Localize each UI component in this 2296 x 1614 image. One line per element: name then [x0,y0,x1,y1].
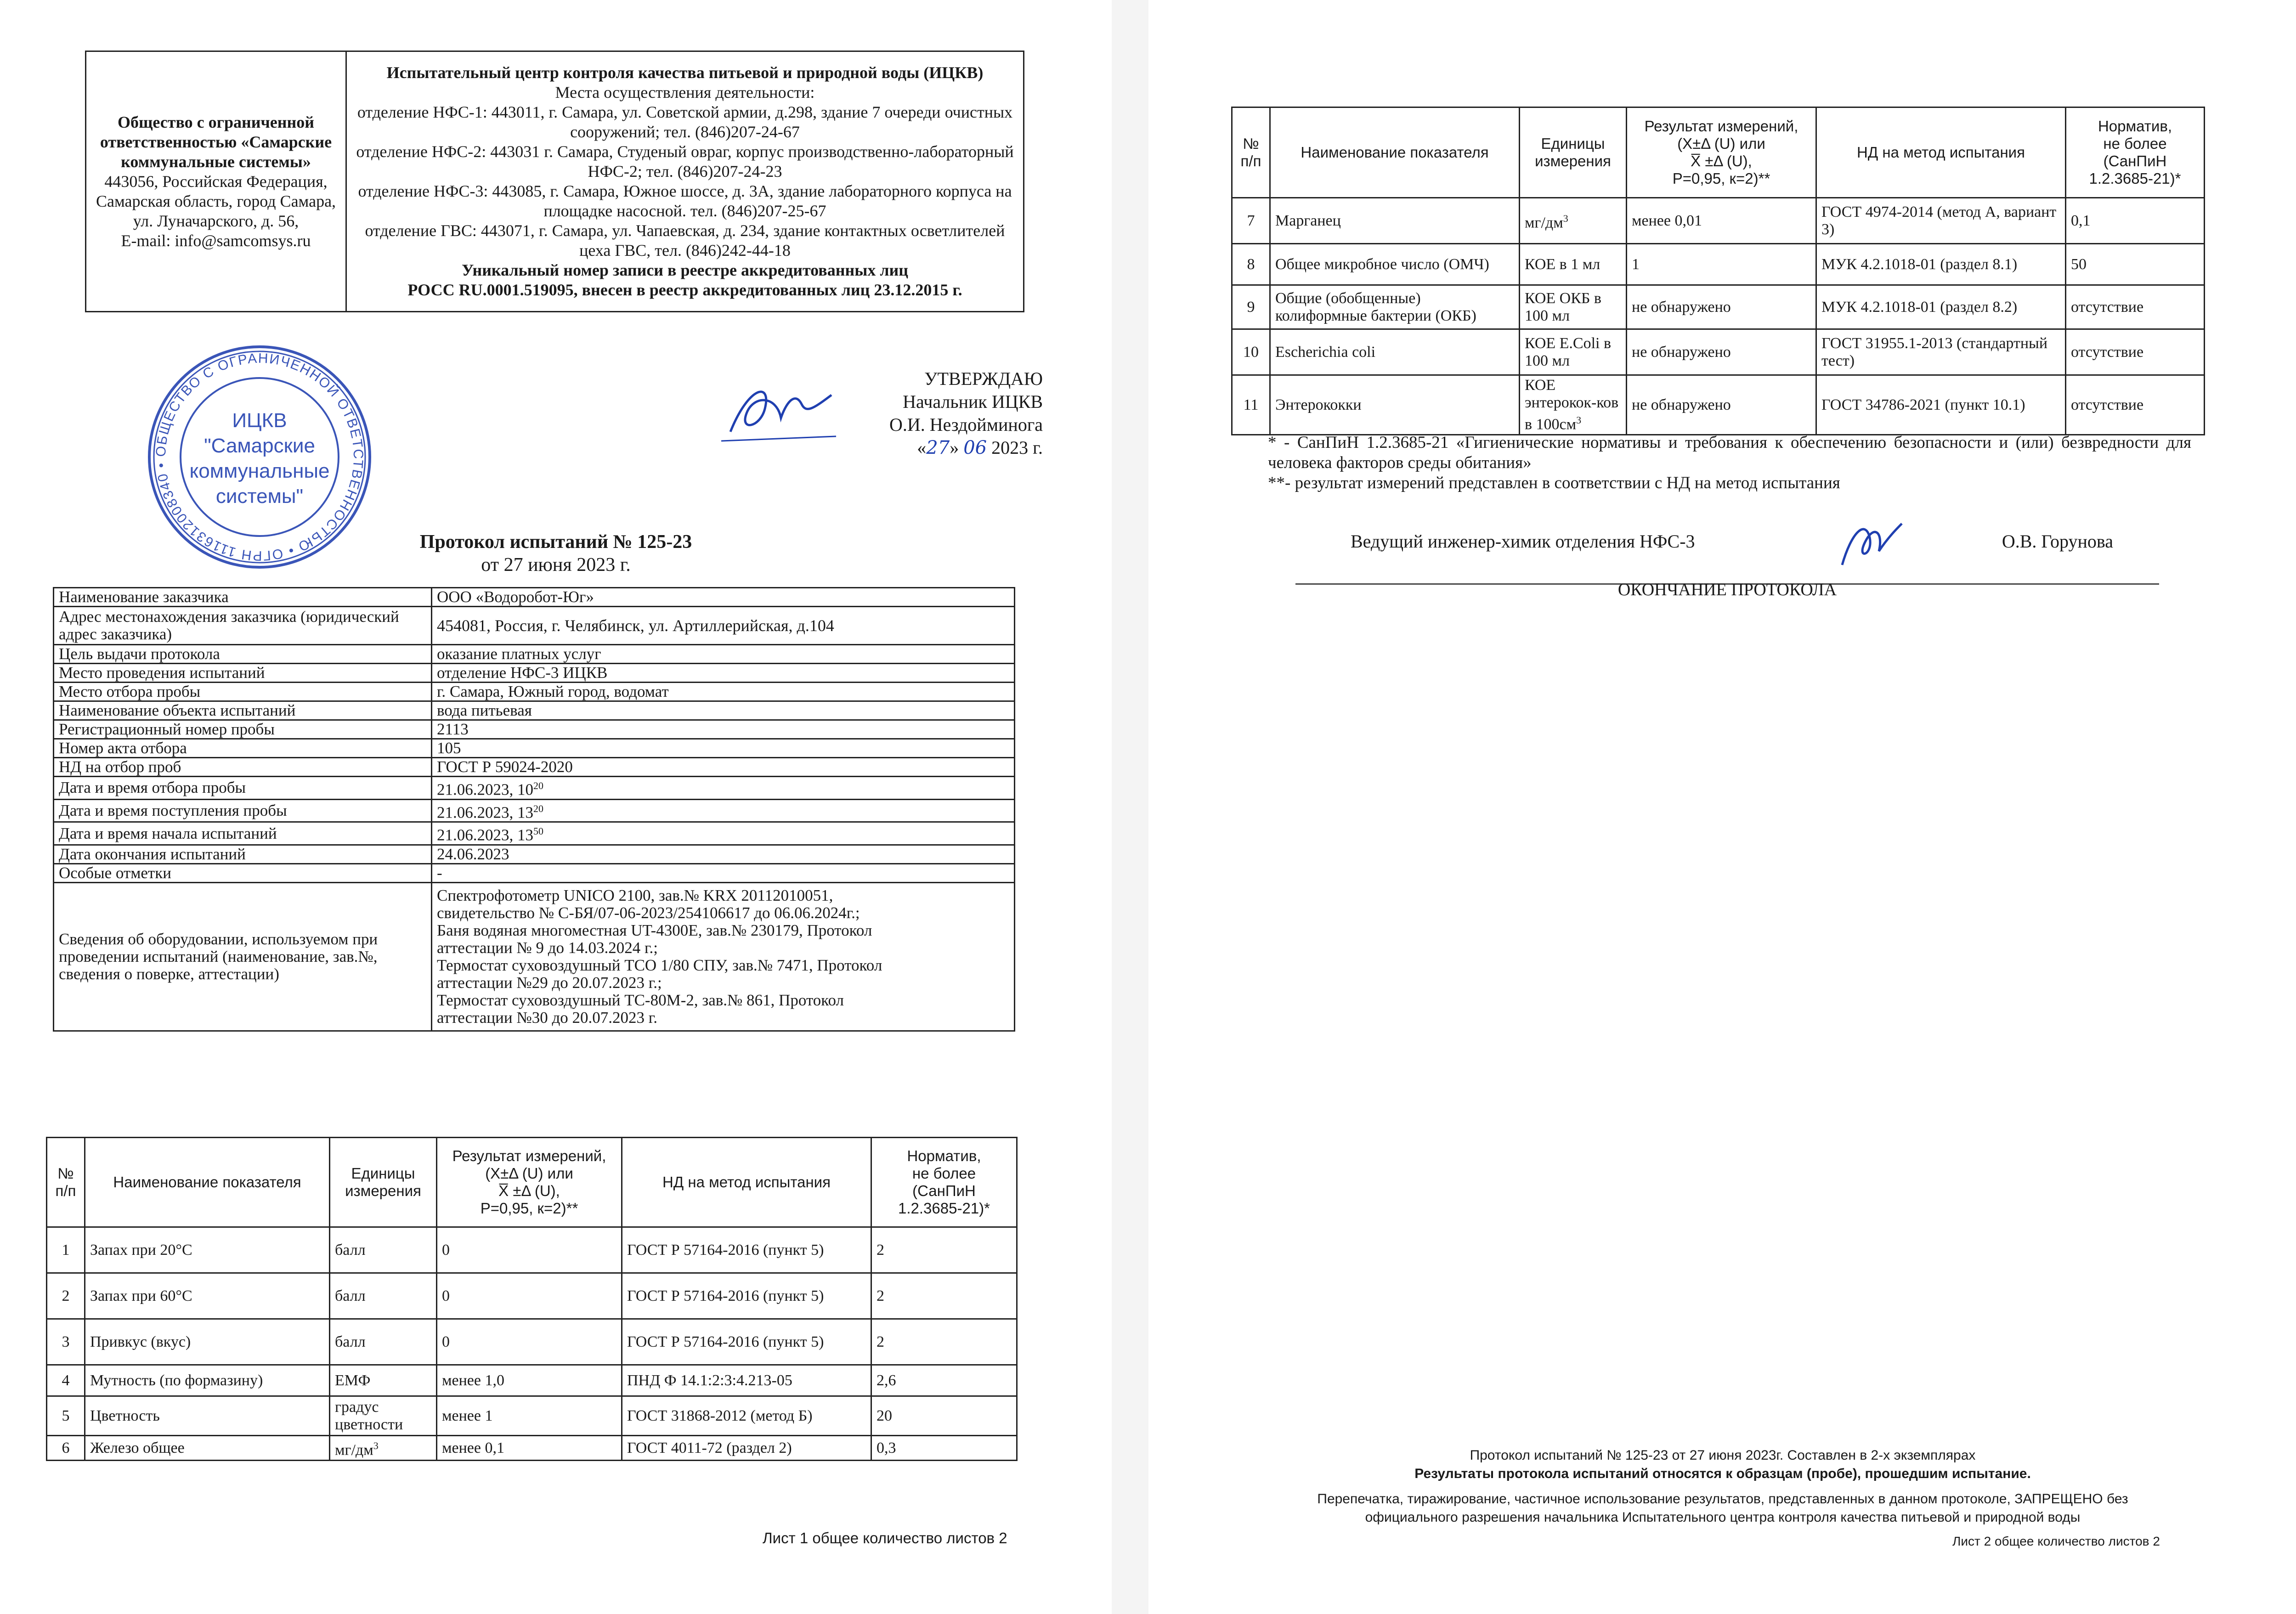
result-n-text: 5 [62,1407,70,1424]
result-result-text: менее 1 [442,1407,493,1424]
results-table-page2 [1231,107,2205,435]
col-result [437,1138,622,1227]
result-name [1270,198,1520,244]
page2-footer-line1: Протокол испытаний № 125-23 от 27 июня 2023г. Составлен в 2-х экземплярах [1470,1448,1976,1463]
result-method-text: ГОСТ 4011-72 (раздел 2) [627,1439,792,1456]
result-row [1232,244,2205,285]
org-name: Общество с ограниченной ответственностью «Самарские коммунальные системы» [100,113,332,171]
result-n-text: 1 [62,1241,70,1258]
page2-footer-line4: официального разрешения начальника Испытательного центра контроля качества питьевой и природной воды [1365,1510,2081,1525]
stamp-center-1: ИЦКВ [232,409,287,432]
result-unit-text: КОЕ энтерокок-ков в 100см [1525,377,1619,433]
col-result2-l3: X̅ ±Δ (U), [1691,152,1752,169]
stamp-center-4: системы" [215,485,304,508]
result-unit [330,1227,437,1273]
info-value-text: 454081, Россия, г. Челябинск, ул. Артиллерийская, д.104 [437,616,834,635]
result-method-text: ГОСТ Р 57164-2016 (пункт 5) [627,1333,824,1350]
info-value [432,720,1015,739]
result-unit-text: мг/дм [335,1441,373,1459]
info-label: Место проведения испытаний [54,664,432,683]
info-value-minutes: 20 [533,802,543,814]
result-norm [2066,244,2205,285]
col-result2-l4: Р=0,95, к=2)** [1672,170,1770,187]
result-norm-text: 2 [877,1333,884,1350]
info-value [432,607,1015,645]
info-value-text: 21.06.2023, 13 [437,803,533,822]
result-unit-text: мг/дм [1525,214,1563,231]
result-norm-text: 20 [877,1407,892,1424]
result-unit-text: ЕМФ [335,1371,371,1389]
info-label: Дата окончания испытаний [54,845,432,863]
result-method [622,1365,871,1396]
info-row [54,863,1015,882]
info-row [54,701,1015,720]
info-row [54,799,1015,822]
info-value-text: вода питьевая [437,701,532,719]
result-method-text: ГОСТ Р 57164-2016 (пункт 5) [627,1241,824,1258]
col-norm-l2: не более [912,1165,976,1182]
result-unit-text: градус цветности [335,1398,403,1433]
equipment-label: Сведения об оборудовании, используемом при проведении испытаний (наименование, зав.№, сведения о поверке, аттестации) [54,882,432,1031]
result-result [1627,329,1816,375]
col-result2-l1: Результат измерений, [1644,118,1798,135]
lab-ross: РОСС RU.0001.519095, внесен в реестр аккредитованных лиц 23.12.2015 г. [407,281,962,299]
result-name [85,1365,330,1396]
date-year: 2023 г. [991,437,1043,458]
org-address: 443056, Российская Федерация, Самарская область, город Самара, ул. Луначарского, д. 56, [96,172,336,230]
result-row [47,1365,1017,1396]
result-method-text: ГОСТ 4974-2014 (метод А, вариант 3) [1821,203,2057,238]
page2-footer-line2: Результаты протокола испытаний относятся к образцам (пробе), прошедшим испытание. [1414,1466,2031,1481]
engineer-name: О.В. Горунова [2002,531,2113,552]
result-n [1232,244,1270,285]
protocol-date: от 27 июня 2023 г. [481,554,631,576]
note-result: **- результат измерений представлен в соответствии с НД на метод испытания [1268,474,1840,492]
result-method-text: ГОСТ Р 57164-2016 (пункт 5) [627,1287,824,1304]
info-value-minutes: 20 [533,780,543,791]
result-norm [871,1319,1017,1365]
result-n [1232,375,1270,435]
results-table-page1 [46,1137,1018,1461]
result-unit [1520,329,1627,375]
result-result-text: 1 [1632,255,1640,273]
result-n-text: 4 [62,1371,70,1389]
col-norm2-l3: (СанПиН [2103,152,2167,169]
result-row [47,1273,1017,1319]
col-num: № п/п [47,1138,85,1227]
result-name-text: Энтерококки [1275,396,1362,413]
result-norm-text: 2,6 [877,1371,896,1389]
result-result [437,1319,622,1365]
result-norm [871,1396,1017,1436]
col-method: НД на метод испытания [622,1138,871,1227]
result-result-text: менее 0,01 [1632,212,1702,229]
info-value-text: отделение НФС-3 ИЦКВ [437,664,608,682]
info-value-text: 2113 [437,720,469,738]
equipment-value [432,882,1015,1031]
result-method [1816,375,2066,435]
col-norm [871,1138,1017,1227]
info-value [432,845,1015,863]
lab-nfs1: отделение НФС-1: 443011, г. Самара, ул. Советской армии, д.298, здание 7 очереди очистных сооружений; тел. (846)207-24-67 [357,103,1013,141]
result-name-text: Escherichia coli [1275,343,1376,361]
result-norm [2066,198,2205,244]
result-n [47,1319,85,1365]
equipment-row [54,882,1015,1031]
result-result [1627,375,1816,435]
result-name-text: Мутность (по формазину) [90,1371,263,1389]
result-row [47,1396,1017,1436]
equipment-line: Термостат суховоздушный ТСО 1/80 СПУ, зав.№ 7471, Протокол [437,956,882,974]
result-norm [2066,329,2205,375]
info-value-minutes: 50 [533,825,543,837]
result-name-text: Марганец [1275,212,1341,229]
result-method [622,1436,871,1461]
result-unit [330,1436,437,1461]
approval-line3: О.И. Нездойминога [889,414,1043,435]
result-unit [330,1319,437,1365]
engineer-block [1351,530,2113,552]
result-unit [330,1365,437,1396]
org-email: E-mail: info@samcomsys.ru [121,231,311,250]
lab-nfs2: отделение НФС-2: 443031 г. Самара, Студеный овраг, корпус производственно-лабораторный НФС-2; тел. (846)207-24-23 [356,142,1014,181]
info-value [432,758,1015,777]
page1-footer: Лист 1 общее количество листов 2 [763,1529,1007,1546]
lab-cell [346,51,1024,312]
result-name [85,1273,330,1319]
equipment-line: аттестации №30 до 20.07.2023 г. [437,1008,657,1027]
info-table [53,587,1015,1032]
results-header-row [47,1138,1017,1227]
result-result [1627,244,1816,285]
result-norm [871,1227,1017,1273]
info-label: Цель выдачи протокола [54,645,432,664]
result-result-text: не обнаружено [1632,343,1731,361]
result-method [1816,244,2066,285]
col-norm2-l1: Норматив, [2098,118,2172,135]
col-unit-2: Единицы измерения [1520,107,1627,198]
col-norm-2 [2066,107,2205,198]
info-value-text: 105 [437,739,461,757]
col-norm-l4: 1.2.3685-21)* [898,1200,990,1217]
result-unit-sup: 3 [373,1440,379,1451]
result-method [622,1273,871,1319]
col-result-2 [1627,107,1816,198]
info-label: НД на отбор проб [54,758,432,777]
result-norm [2066,285,2205,329]
protocol-title-block [0,530,1112,576]
info-value-text: г. Самара, Южный город, водомат [437,683,669,700]
result-n [47,1436,85,1461]
result-name-text: Цветность [90,1407,160,1424]
info-row [54,588,1015,607]
info-label: Особые отметки [54,863,432,882]
result-n-text: 8 [1247,255,1255,273]
result-norm [871,1273,1017,1319]
result-method-text: МУК 4.2.1018-01 (раздел 8.1) [1821,255,2018,273]
result-unit-text: КОЕ в 1 мл [1525,255,1600,273]
result-row [1232,198,2205,244]
result-method [622,1227,871,1273]
result-name [1270,244,1520,285]
result-norm-text: отсутствие [2071,343,2144,361]
result-n [1232,198,1270,244]
col-result-l2: (X±Δ (U) или [485,1165,573,1182]
info-value-text: оказание платных услуг [437,645,601,663]
result-n-text: 11 [1243,396,1259,413]
result-result-text: не обнаружено [1632,396,1731,413]
result-n-text: 7 [1247,212,1255,229]
col-name-2: Наименование показателя [1270,107,1520,198]
equipment-line: Баня водяная многоместная UT-4300E, зав.№ 230179, Протокол [437,921,872,939]
info-value [432,863,1015,882]
info-label: Место отбора пробы [54,683,432,701]
result-n-text: 3 [62,1333,70,1350]
note-sanpin: * - СанПиН 1.2.3685-21 «Гигиенические нормативы и требования к обеспечению безопасности и (или) безвредности для человека факторов среды обитания» [1268,433,2191,472]
result-unit [1520,244,1627,285]
result-n-text: 2 [62,1287,70,1304]
col-result-l4: Р=0,95, к=2)** [480,1200,578,1217]
result-unit [330,1396,437,1436]
approval-block [781,367,1043,459]
lab-name: Испытательный центр контроля качества питьевой и природной воды (ИЦКВ) [386,63,984,82]
result-norm [2066,375,2205,435]
result-name-text: Запах при 20°С [90,1241,192,1258]
result-name-text: Привкус (вкус) [90,1333,191,1350]
result-result-text: не обнаружено [1632,298,1731,316]
result-result [437,1396,622,1436]
info-label: Дата и время отбора пробы [54,777,432,800]
approval-line2: Начальник ИЦКВ [903,391,1043,412]
info-label: Регистрационный номер пробы [54,720,432,739]
result-name-text: Общие (обобщенные) колиформные бактерии (ОКБ) [1275,289,1476,324]
stamp-center-2: "Самарские [204,435,315,457]
info-value-text: 21.06.2023, 10 [437,780,533,799]
date-close: » [950,437,959,458]
info-row [54,758,1015,777]
result-unit [330,1273,437,1319]
result-name [85,1396,330,1436]
result-name [1270,329,1520,375]
result-result-text: 0 [442,1241,450,1258]
end-of-protocol: ОКОНЧАНИЕ ПРОТОКОЛА [1617,580,1837,599]
result-method [1816,198,2066,244]
result-n-text: 9 [1247,298,1255,316]
info-value-text: 24.06.2023 [437,845,509,863]
approval-date [781,436,1043,459]
info-label: Наименование заказчика [54,588,432,607]
page2-footer-line5: Лист 2 общее количество листов 2 [1952,1534,2160,1548]
notes-block [1268,433,2191,493]
info-value-text: - [437,863,442,882]
result-unit [1520,375,1627,435]
col-result2-l2: (X±Δ (U) или [1677,135,1765,152]
equipment-line: Термостат суховоздушный ТС-80М-2, зав.№ 861, Протокол [437,991,844,1009]
result-result-text: 0 [442,1287,450,1304]
info-row [54,607,1015,645]
info-label: Наименование объекта испытаний [54,701,432,720]
result-name [85,1319,330,1365]
result-unit-text: балл [335,1333,366,1350]
info-label: Номер акта отбора [54,739,432,758]
result-result [437,1273,622,1319]
info-row [54,664,1015,683]
result-row [47,1227,1017,1273]
result-method-text: МУК 4.2.1018-01 (раздел 8.2) [1821,298,2018,316]
result-method [1816,285,2066,329]
result-unit-text: КОЕ ОКБ в 100 мл [1525,289,1601,324]
result-result [437,1365,622,1396]
approval-line1: УТВЕРЖДАЮ [924,368,1043,389]
result-result-text: 0 [442,1333,450,1350]
result-unit [1520,285,1627,329]
col-norm-l3: (СанПиН [912,1182,976,1199]
info-label: Адрес местонахождения заказчика (юридический адрес заказчика) [54,607,432,645]
result-result-text: менее 1,0 [442,1371,504,1389]
result-row [1232,375,2205,435]
info-value [432,822,1015,845]
result-name [1270,375,1520,435]
info-row [54,822,1015,845]
stamp-ring-text: ОБЩЕСТВО С ОГРАНИЧЕННОЙ ОТВЕТСТВЕННОСТЬЮ • ОГРН 1116312008340 • [153,350,366,564]
result-result [1627,198,1816,244]
result-row [47,1319,1017,1365]
result-norm-text: 0,1 [2071,212,2091,229]
result-unit-sup: 3 [1576,414,1582,426]
lab-places-title: Места осуществления деятельности: [555,83,815,102]
info-value [432,799,1015,822]
protocol-title: Протокол испытаний № 125-23 [419,531,692,553]
col-num-2: № п/п [1232,107,1270,198]
result-n [47,1273,85,1319]
result-result [437,1227,622,1273]
result-name [85,1436,330,1461]
result-norm-text: отсутствие [2071,298,2144,316]
date-month: 06 [963,437,987,458]
info-value-text: ГОСТ Р 59024-2020 [437,758,573,776]
header-table [85,51,1024,312]
info-row [54,777,1015,800]
lab-nfs3: отделение НФС-3: 443085, г. Самара, Южное шоссе, д. 3А, здание лабораторного корпуса на площадке насосной. тел. (846)207-25-67 [358,182,1012,220]
info-row [54,683,1015,701]
stamp-center-3: коммунальные [189,460,330,482]
result-name [85,1227,330,1273]
engineer-title: Ведущий инженер-химик отделения НФС-3 [1351,531,1695,552]
col-result-l3: X̅ ±Δ (U), [498,1182,560,1199]
col-result-l1: Результат измерений, [452,1147,606,1164]
result-n [47,1365,85,1396]
result-name [1270,285,1520,329]
info-value-text: ООО «Водоробот-Юг» [437,588,594,606]
info-row [54,645,1015,664]
result-method-text: ПНД Ф 14.1:2:3:4.213-05 [627,1371,792,1389]
result-method-text: ГОСТ 34786-2021 (пункт 10.1) [1821,396,2025,413]
equipment-line: аттестации № 9 до 14.03.2024 г.; [437,938,658,957]
result-unit [1520,198,1627,244]
result-name-text: Общее микробное число (ОМЧ) [1275,255,1489,273]
info-value [432,701,1015,720]
result-method [622,1319,871,1365]
info-row [54,845,1015,863]
col-norm-l1: Норматив, [907,1147,981,1164]
date-day: 27 [926,437,950,458]
result-method-text: ГОСТ 31955.1-2013 (стандартный тест) [1821,334,2048,369]
result-n-text: 6 [62,1439,70,1456]
result-n [47,1396,85,1436]
info-row [54,739,1015,758]
result-norm [871,1436,1017,1461]
result-norm-text: 0,3 [877,1439,896,1456]
result-norm-text: 2 [877,1241,884,1258]
col-method-2: НД на метод испытания [1816,107,2066,198]
result-method [1816,329,2066,375]
result-norm-text: 2 [877,1287,884,1304]
result-unit-text: балл [335,1241,366,1258]
col-unit: Единицы измерения [330,1138,437,1227]
result-norm-text: 50 [2071,255,2087,273]
result-n [1232,285,1270,329]
result-result-text: менее 0,1 [442,1439,504,1456]
result-name-text: Запах при 60°С [90,1287,192,1304]
result-norm [871,1365,1017,1396]
col-name: Наименование показателя [85,1138,330,1227]
info-value-text: 21.06.2023, 13 [437,826,533,844]
info-value [432,588,1015,607]
info-row [54,720,1015,739]
info-value [432,645,1015,664]
org-cell [86,51,346,312]
result-unit-text: КОЕ E.Coli в 100 мл [1525,334,1612,369]
result-n [47,1227,85,1273]
result-n-text: 10 [1243,343,1259,361]
results-header-row-2 [1232,107,2205,198]
lab-gvs: отделение ГВС: 443071, г. Самара, ул. Чапаевская, д. 234, здание контактных осветлителей цеха ГВС, тел. (846)242-44-18 [365,221,1005,260]
result-row [1232,285,2205,329]
info-value [432,683,1015,701]
equipment-line: Спектрофотометр UNICO 2100, зав.№ KRX 20112010051, [437,886,833,904]
result-method-text: ГОСТ 31868-2012 (метод Б) [627,1407,813,1424]
result-row [1232,329,2205,375]
info-label: Дата и время начала испытаний [54,822,432,845]
col-norm2-l2: не более [2103,135,2167,152]
result-result [1627,285,1816,329]
result-n [1232,329,1270,375]
page2-footer-line3: Перепечатка, тиражирование, частичное использование результатов, представленных в данном протоколе, ЗАПРЕЩЕНО без [1317,1491,2128,1507]
result-unit-sup: 3 [1563,212,1568,224]
info-value [432,777,1015,800]
info-value [432,664,1015,683]
result-result [437,1436,622,1461]
page-gutter [1112,0,1148,1614]
date-open: « [917,437,927,458]
result-norm-text: отсутствие [2071,396,2144,413]
col-norm2-l4: 1.2.3685-21)* [2089,170,2181,187]
info-label: Дата и время поступления пробы [54,799,432,822]
lab-unique: Уникальный номер записи в реестре аккредитованных лиц [461,261,909,279]
result-name-text: Железо общее [90,1439,185,1456]
result-unit-text: балл [335,1287,366,1304]
result-row [47,1436,1017,1461]
equipment-line: свидетельство № С-БЯ/07-06-2023/254106617 до 06.06.2024г.; [437,903,860,922]
result-method [622,1396,871,1436]
equipment-line: аттестации №29 до 20.07.2023 г.; [437,973,662,992]
info-value [432,739,1015,758]
